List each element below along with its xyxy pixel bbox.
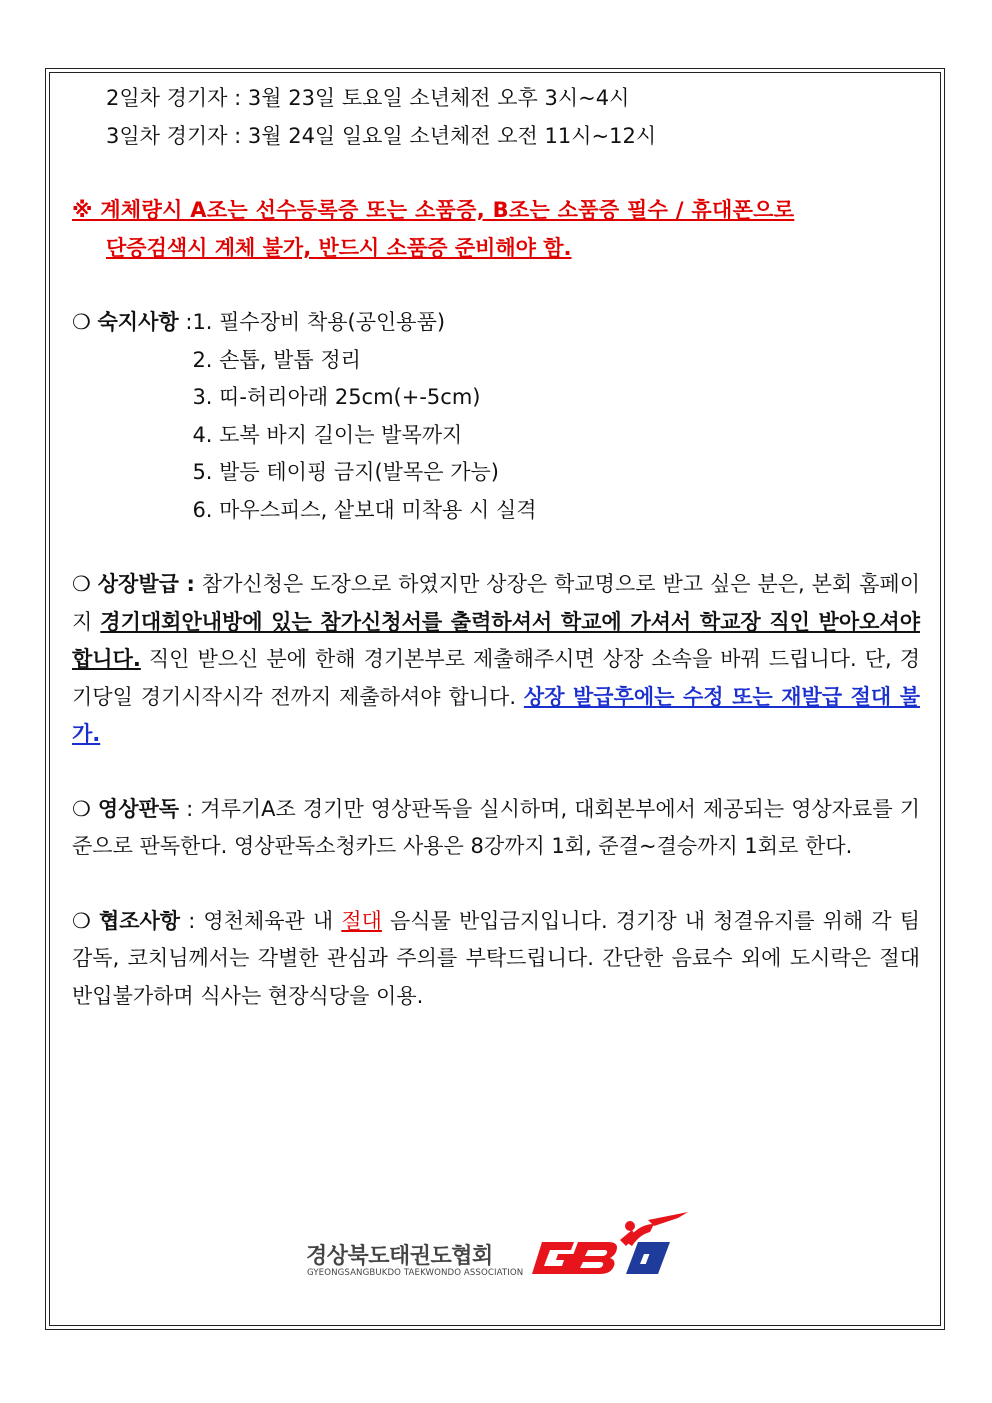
weigh-in-notice-line1: ※ 계체량시 A조는 선수등록증 또는 소품증, B조는 소품증 필수 / 휴대폰으로 — [72, 198, 795, 222]
video-heading: 영상판독 — [97, 796, 180, 821]
cooperation-text-2: 음식물 반입금지입니다. 경기장 내 청결유지를 위해 각 팀 감독, 코치님께서는 각별한 관심과 주의를 부탁드립니다. 간단한 음료수 외에 도시락은 절대 반입불가하며 식사는 현장식당을 이용. — [72, 908, 920, 1008]
rules-list — [192, 304, 536, 529]
weigh-in-notice — [72, 192, 920, 267]
award-text-1: 참가신청은 도장으로 하였지만 상장은 학교명으로 받고 싶은 분은, 본회 홈페이지 — [72, 572, 920, 634]
document-body — [72, 80, 920, 1015]
award-underlined-text: 경기대회안내방에 있는 참가신청서를 출력하셔서 학교에 가셔서 학교장 직인 받아오셔야 합니다. — [72, 609, 920, 671]
gbta-logo-mark-icon — [528, 1212, 688, 1284]
list-item: 4. 도복 바지 길이는 발목까지 — [192, 422, 463, 447]
bullet-circle-icon: ❍ — [72, 796, 91, 821]
rules-header — [72, 304, 192, 529]
list-item: 1. 필수장비 착용(공인용품) — [192, 310, 446, 334]
association-logo — [306, 1212, 686, 1284]
bullet-circle-icon: ❍ — [72, 572, 91, 596]
cooperation-emphasis: 절대 — [341, 908, 382, 933]
schedule-day3: 3일차 경기자 : 3월 24일 일요일 소년체전 오전 11시~12시 — [106, 123, 657, 148]
cooperation-heading: 협조사항 — [98, 908, 181, 933]
award-text-2: 직인 받으신 분에 한해 경기본부로 제출해주시면 상장 소속을 바꿔 드립니다. 단, 경기당일 경기시작시각 전까지 제출하셔야 합니다. — [72, 647, 920, 709]
list-item: 6. 마우스피스, 샅보대 미착용 시 실격 — [192, 497, 537, 522]
rules-separator: : — [178, 310, 193, 334]
schedule-day2: 2일차 경기자 : 3월 23일 토요일 소년체전 오후 3시~4시 — [106, 86, 630, 110]
logo-name-english: GYEONGSANGBUKDO TAEKWONDO ASSOCIATION — [307, 1268, 524, 1278]
rules-section — [72, 304, 920, 529]
list-item: 2. 손톱, 발톱 정리 — [192, 347, 361, 372]
cooperation-text-1: : 영천체육관 내 — [180, 908, 342, 933]
video-review-section — [72, 791, 920, 866]
list-item: 5. 발등 테이핑 금지(발목은 가능) — [192, 460, 499, 484]
list-item: 3. 띠-허리아래 25cm(+-5cm) — [192, 385, 481, 409]
award-warning: 상장 발급후에는 수정 또는 재발급 절대 불가. — [72, 684, 920, 746]
logo-name-korean: 경상북도태권도협회 — [306, 1244, 493, 1269]
bullet-circle-icon: ❍ — [72, 310, 91, 334]
award-heading: 상장발급 : — [97, 572, 195, 596]
rules-heading: 숙지사항 — [97, 310, 179, 334]
bullet-circle-icon: ❍ — [72, 908, 91, 933]
cooperation-section — [72, 903, 920, 1016]
video-text: : 겨루기A조 경기만 영상판독을 실시하며, 대회본부에서 제공되는 영상자료를 기준으로 판독한다. 영상판독소청카드 사용은 8강까지 1회, 준결~결승까지 1회로 한다. — [72, 796, 920, 858]
award-section — [72, 566, 920, 754]
weigh-in-notice-line2: 단증검색시 계체 불가, 반드시 소품증 준비해야 함. — [106, 235, 572, 260]
